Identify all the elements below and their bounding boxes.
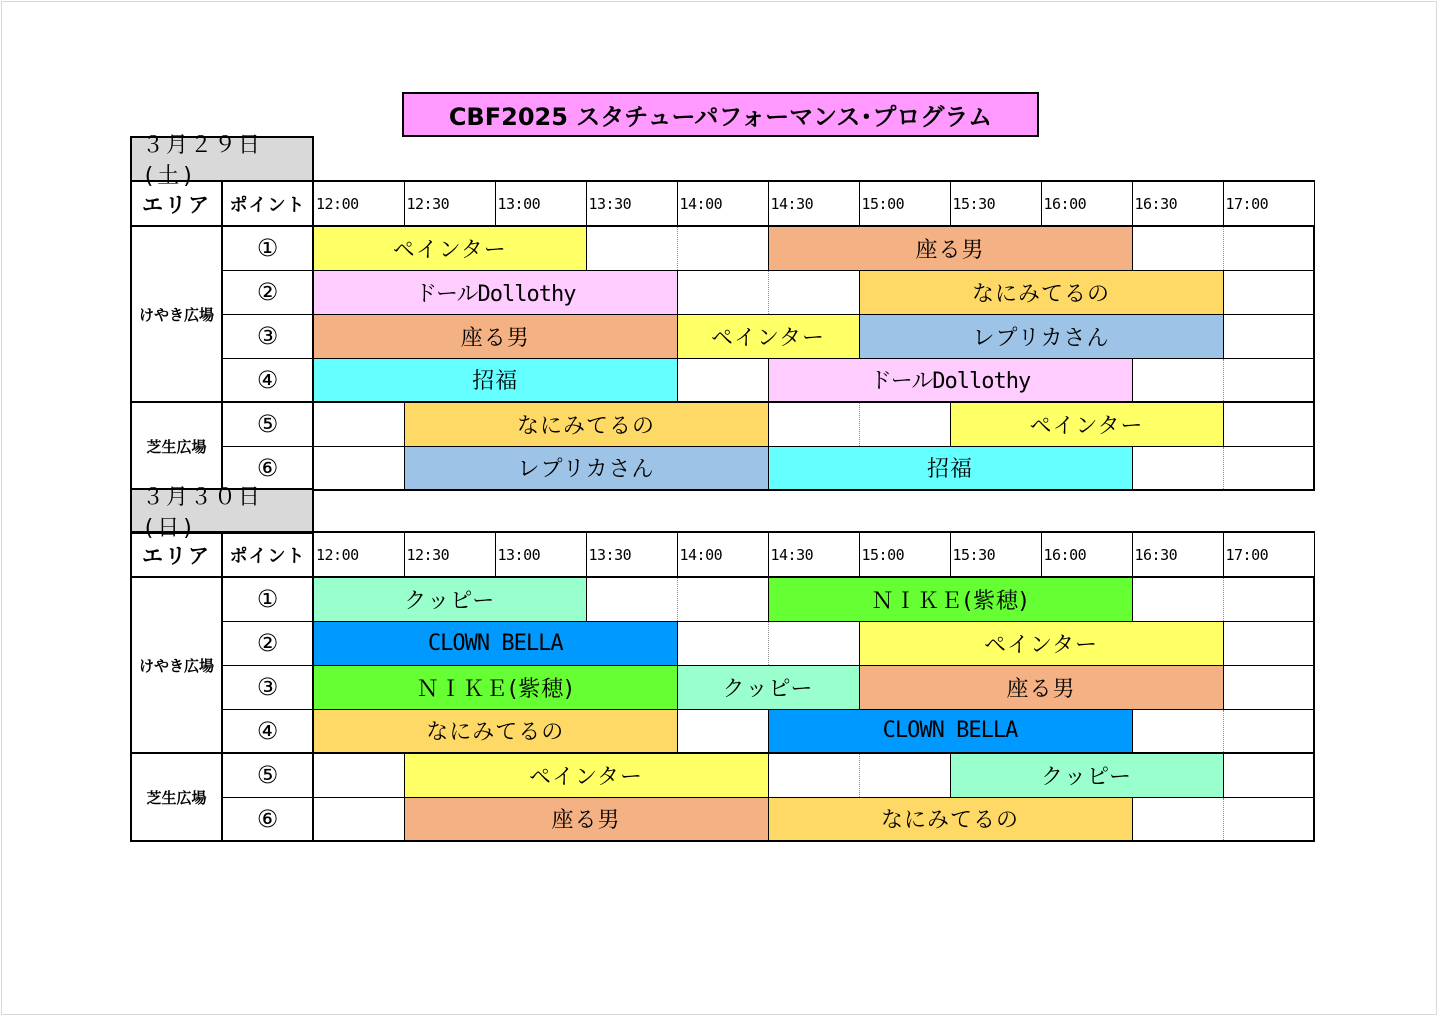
time-header: 13:00 [495, 532, 586, 577]
empty-slot [1132, 226, 1223, 270]
time-header: 17:00 [1223, 532, 1314, 577]
point-number: ⑤ [222, 402, 313, 446]
performance-slot: ペインター [677, 314, 859, 358]
empty-slot [313, 753, 404, 797]
point-number: ⑥ [222, 797, 313, 841]
area-header: エリア [131, 532, 222, 577]
performance-slot: ＮＩＫＥ(紫穂) [768, 577, 1132, 621]
empty-slot [313, 446, 404, 490]
empty-slot [586, 577, 677, 621]
schedule-row [131, 797, 1314, 841]
time-header: 13:00 [495, 181, 586, 226]
empty-slot [677, 226, 768, 270]
empty-slot [1223, 270, 1314, 314]
empty-slot [1223, 797, 1314, 841]
empty-slot [1223, 709, 1314, 753]
performance-slot: ドールDollothy [313, 270, 677, 314]
time-header: 15:00 [859, 532, 950, 577]
performance-slot: ペインター [313, 226, 586, 270]
performance-slot: クッピー [950, 753, 1223, 797]
empty-slot [1132, 709, 1223, 753]
empty-slot [313, 402, 404, 446]
schedule-row [131, 358, 1314, 402]
empty-slot [1223, 446, 1314, 490]
performance-slot: ドールDollothy [768, 358, 1132, 402]
time-header: 16:00 [1041, 532, 1132, 577]
header-row [131, 181, 1314, 226]
schedule-table-0329 [130, 180, 1315, 491]
point-number: ③ [222, 665, 313, 709]
empty-slot [768, 402, 859, 446]
empty-slot [1223, 753, 1314, 797]
performance-slot: なにみてるの [404, 402, 768, 446]
time-header: 15:30 [950, 181, 1041, 226]
performance-slot: 座る男 [404, 797, 768, 841]
empty-slot [677, 270, 768, 314]
empty-slot [586, 226, 677, 270]
schedule-row [131, 753, 1314, 797]
area-name: けやき広場 [131, 226, 222, 402]
day-label-0330: ３月３０日(日) [130, 488, 314, 534]
point-number: ⑤ [222, 753, 313, 797]
time-header: 13:30 [586, 532, 677, 577]
schedule-row [131, 402, 1314, 446]
schedule-row [131, 314, 1314, 358]
time-header: 12:30 [404, 532, 495, 577]
area-name: 芝生広場 [131, 753, 222, 841]
empty-slot [859, 402, 950, 446]
performance-slot: 座る男 [768, 226, 1132, 270]
time-header: 16:30 [1132, 532, 1223, 577]
schedule-row [131, 270, 1314, 314]
empty-slot [677, 358, 768, 402]
empty-slot [1132, 797, 1223, 841]
time-header: 14:00 [677, 532, 768, 577]
performance-slot: なにみてるの [313, 709, 677, 753]
empty-slot [768, 753, 859, 797]
empty-slot [1223, 314, 1314, 358]
performance-slot: なにみてるの [768, 797, 1132, 841]
point-number: ③ [222, 314, 313, 358]
area-name: けやき広場 [131, 577, 222, 753]
schedule-row [131, 226, 1314, 270]
point-number: ② [222, 621, 313, 665]
performance-slot: 座る男 [859, 665, 1223, 709]
time-header: 14:30 [768, 181, 859, 226]
performance-slot: ペインター [404, 753, 768, 797]
performance-slot: なにみてるの [859, 270, 1223, 314]
schedule-table-0330 [130, 531, 1315, 842]
empty-slot [1223, 621, 1314, 665]
schedule-row [131, 665, 1314, 709]
time-header: 12:30 [404, 181, 495, 226]
point-number: ② [222, 270, 313, 314]
area-name: 芝生広場 [131, 402, 222, 490]
performance-slot: 招福 [768, 446, 1132, 490]
performance-slot: クッピー [677, 665, 859, 709]
point-number: ① [222, 577, 313, 621]
performance-slot: ペインター [950, 402, 1223, 446]
performance-slot: CLOWN BELLA [768, 709, 1132, 753]
point-header: ポイント [222, 532, 313, 577]
time-header: 16:30 [1132, 181, 1223, 226]
empty-slot [768, 621, 859, 665]
point-number: ④ [222, 709, 313, 753]
empty-slot [313, 797, 404, 841]
empty-slot [1223, 577, 1314, 621]
empty-slot [1132, 446, 1223, 490]
time-header: 17:00 [1223, 181, 1314, 226]
time-header: 16:00 [1041, 181, 1132, 226]
empty-slot [1223, 665, 1314, 709]
performance-slot: クッピー [313, 577, 586, 621]
performance-slot: レプリカさん [404, 446, 768, 490]
performance-slot: レプリカさん [859, 314, 1223, 358]
empty-slot [677, 577, 768, 621]
time-header: 15:30 [950, 532, 1041, 577]
performance-slot: ペインター [859, 621, 1223, 665]
empty-slot [1223, 402, 1314, 446]
header-row [131, 532, 1314, 577]
empty-slot [1132, 577, 1223, 621]
point-number: ① [222, 226, 313, 270]
area-header: エリア [131, 181, 222, 226]
day-label-0329: ３月２９日(土) [130, 136, 314, 182]
point-number: ⑥ [222, 446, 313, 490]
performance-slot: CLOWN BELLA [313, 621, 677, 665]
time-header: 12:00 [313, 181, 404, 226]
point-number: ④ [222, 358, 313, 402]
empty-slot [768, 270, 859, 314]
time-header: 12:00 [313, 532, 404, 577]
schedule-row [131, 577, 1314, 621]
performance-slot: ＮＩＫＥ(紫穂) [313, 665, 677, 709]
empty-slot [677, 709, 768, 753]
schedule-row [131, 621, 1314, 665]
point-header: ポイント [222, 181, 313, 226]
time-header: 14:30 [768, 532, 859, 577]
performance-slot: 招福 [313, 358, 677, 402]
time-header: 14:00 [677, 181, 768, 226]
empty-slot [1223, 226, 1314, 270]
schedule-row [131, 709, 1314, 753]
performance-slot: 座る男 [313, 314, 677, 358]
empty-slot [859, 753, 950, 797]
page-title: CBF2025 スタチューパフォーマンス･プログラム [402, 92, 1039, 137]
empty-slot [1132, 358, 1223, 402]
empty-slot [677, 621, 768, 665]
time-header: 15:00 [859, 181, 950, 226]
empty-slot [1223, 358, 1314, 402]
time-header: 13:30 [586, 181, 677, 226]
